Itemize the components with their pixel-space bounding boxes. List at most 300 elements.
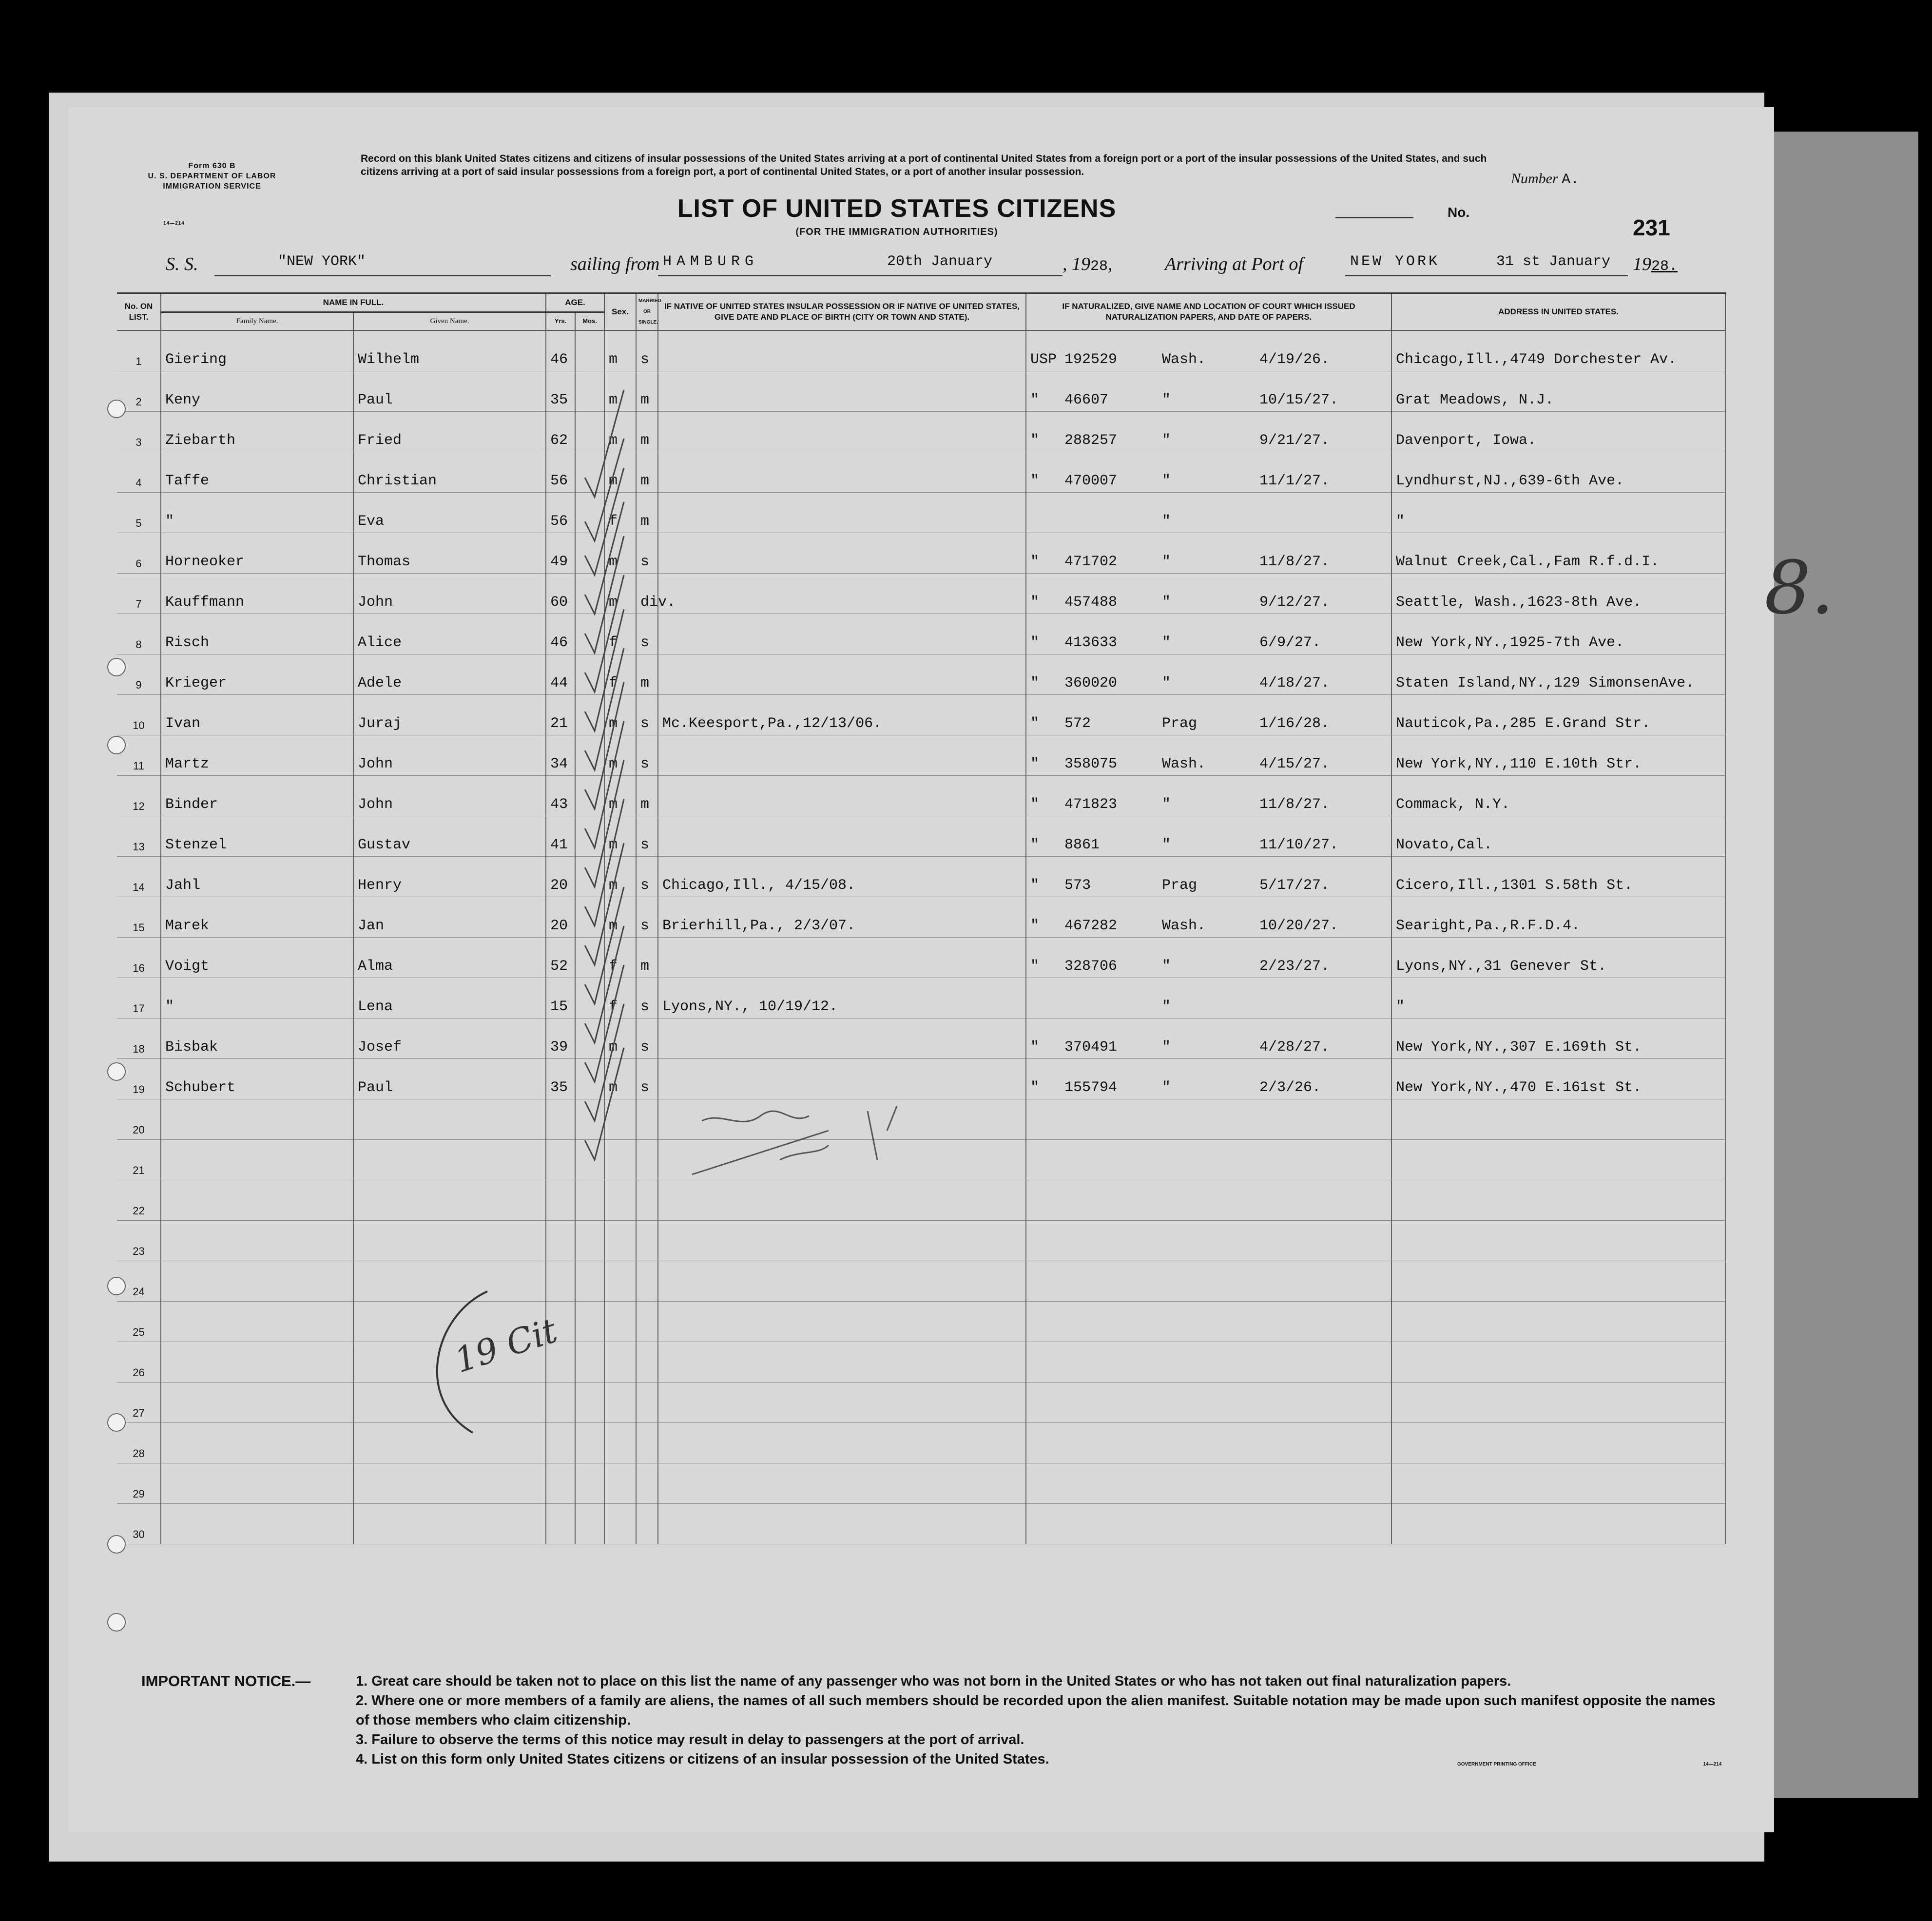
naturalization-cell	[1026, 1018, 1391, 1059]
row-number-cell: 11	[117, 735, 161, 776]
address-cell: New York,NY.,470 E.161st St.	[1391, 1059, 1725, 1099]
given-name-cell: Alice	[353, 614, 546, 654]
marital-status-cell: m	[636, 412, 658, 452]
sex-cell: m	[604, 1059, 636, 1099]
marital-status-cell	[636, 1423, 658, 1463]
naturalization-cell	[1026, 533, 1391, 574]
table-row	[117, 1463, 1725, 1504]
ss-label: S. S.	[166, 254, 198, 274]
age-years-cell: 56	[546, 493, 575, 533]
naturalization-date: 11/10/27.	[1259, 837, 1339, 853]
row-number-cell: 16	[117, 938, 161, 978]
naturalization-cell	[1026, 1140, 1391, 1180]
naturalization-court: "	[1030, 634, 1040, 651]
birth-place-cell	[658, 533, 1026, 574]
marital-status-cell: s	[636, 330, 658, 371]
address-cell	[1391, 1099, 1725, 1140]
sex-cell: m	[604, 735, 636, 776]
table-row	[117, 978, 1725, 1018]
birth-place-cell	[658, 1504, 1026, 1544]
col-given-name: Given Name.	[353, 312, 546, 330]
table-row	[117, 1059, 1725, 1099]
table-row	[117, 695, 1725, 735]
naturalization-loc: "	[1162, 473, 1171, 489]
department-name: U. S. DEPARTMENT OF LABOR	[148, 172, 276, 180]
marital-status-cell	[636, 1302, 658, 1342]
table-row	[117, 1018, 1725, 1059]
naturalization-loc: "	[1162, 999, 1171, 1015]
birth-place-cell: Lyons,NY., 10/19/12.	[658, 978, 1026, 1018]
table-row	[117, 574, 1725, 614]
sex-cell: f	[604, 493, 636, 533]
naturalization-loc: Prag	[1162, 877, 1198, 894]
address-cell: Grat Meadows, N.J.	[1391, 371, 1725, 412]
naturalization-cell	[1026, 412, 1391, 452]
given-name-cell	[353, 1463, 546, 1504]
row-number-cell: 3	[117, 412, 161, 452]
given-name-cell	[353, 1140, 546, 1180]
naturalization-date: 11/8/27.	[1259, 796, 1330, 813]
sex-cell: m	[604, 897, 636, 938]
naturalization-cell	[1026, 776, 1391, 816]
row-number-cell: 19	[117, 1059, 161, 1099]
naturalization-loc: "	[1162, 1079, 1171, 1096]
blank-rule	[1335, 217, 1413, 218]
age-years-cell: 52	[546, 938, 575, 978]
printer-name: GOVERNMENT PRINTING OFFICE	[1457, 1762, 1536, 1767]
table-row	[117, 614, 1725, 654]
birth-place-cell	[658, 1423, 1026, 1463]
naturalization-cert: 470007	[1064, 473, 1118, 489]
marital-status-cell: m	[636, 654, 658, 695]
naturalization-cert: 155794	[1064, 1079, 1118, 1096]
age-years-cell	[546, 1140, 575, 1180]
naturalization-loc: "	[1162, 432, 1171, 449]
form-code-top: 14—214	[163, 221, 185, 226]
birth-place-cell	[658, 1261, 1026, 1302]
family-name-cell: Marek	[161, 897, 353, 938]
number-value: A.	[1562, 172, 1580, 188]
given-name-cell	[353, 1099, 546, 1140]
given-name-cell: John	[353, 776, 546, 816]
row-number-cell: 21	[117, 1140, 161, 1180]
row-number-cell: 4	[117, 452, 161, 493]
notice-item: 4. List on this form only United States citizens or citizens of an insular possession of the United States.	[356, 1751, 1049, 1767]
age-years-cell: 15	[546, 978, 575, 1018]
notice-item: 1. Great care should be taken not to place on this list the name of any passenger who was not born in the United States or who has not taken out final naturalization papers.	[356, 1673, 1511, 1689]
birth-place-cell	[658, 452, 1026, 493]
naturalization-loc: "	[1162, 796, 1171, 813]
age-years-cell	[546, 1099, 575, 1140]
family-name-cell: Voigt	[161, 938, 353, 978]
list-number	[1511, 171, 1579, 188]
marital-status-cell: m	[636, 371, 658, 412]
given-name-cell: Lena	[353, 978, 546, 1018]
page-subtitle: (FOR THE IMMIGRATION AUTHORITIES)	[795, 227, 998, 237]
notice-list	[356, 1671, 1720, 1769]
family-name-cell	[161, 1342, 353, 1383]
naturalization-loc: "	[1162, 837, 1171, 853]
given-name-cell	[353, 1504, 546, 1544]
given-name-cell	[353, 1180, 546, 1221]
naturalization-cert: 192529	[1064, 351, 1118, 368]
family-name-cell	[161, 1180, 353, 1221]
row-number-cell: 22	[117, 1180, 161, 1221]
marital-status-cell	[636, 1463, 658, 1504]
address-cell: Novato,Cal.	[1391, 816, 1725, 857]
table-row	[117, 938, 1725, 978]
naturalization-cell	[1026, 1261, 1391, 1302]
punch-hole	[107, 400, 126, 418]
family-name-cell: Kauffmann	[161, 574, 353, 614]
age-years-cell: 62	[546, 412, 575, 452]
age-months-cell	[575, 1463, 604, 1504]
table-row	[117, 1261, 1725, 1302]
table-row	[117, 1423, 1725, 1463]
birth-place-cell: Mc.Keesport,Pa.,12/13/06.	[658, 695, 1026, 735]
age-years-cell: 60	[546, 574, 575, 614]
marital-status-cell: m	[636, 452, 658, 493]
punch-hole	[107, 1062, 126, 1081]
naturalization-date: 2/3/26.	[1259, 1079, 1321, 1096]
age-years-cell: 49	[546, 533, 575, 574]
col-no: No. ON LIST.	[117, 293, 161, 331]
age-years-cell	[546, 1221, 575, 1261]
birth-place-cell	[658, 735, 1026, 776]
family-name-cell: Binder	[161, 776, 353, 816]
given-name-cell: John	[353, 735, 546, 776]
given-name-cell: John	[353, 574, 546, 614]
notice-item: 3. Failure to observe the terms of this notice may result in delay to passengers at the port of arrival.	[356, 1732, 1024, 1748]
naturalization-cell	[1026, 1423, 1391, 1463]
naturalization-loc: "	[1162, 1039, 1171, 1056]
birth-place-cell	[658, 1302, 1026, 1342]
row-number-cell: 9	[117, 654, 161, 695]
given-name-cell: Fried	[353, 412, 546, 452]
family-name-cell: Schubert	[161, 1059, 353, 1099]
naturalization-court: "	[1030, 715, 1040, 732]
naturalization-date: 4/28/27.	[1259, 1039, 1330, 1056]
age-years-cell	[546, 1180, 575, 1221]
naturalization-court: "	[1030, 796, 1040, 813]
port-from: HAMBURG	[663, 253, 759, 270]
naturalization-date: 4/15/27.	[1259, 756, 1330, 772]
depart-year: , 1928,	[1063, 254, 1113, 275]
family-name-cell	[161, 1140, 353, 1180]
given-name-cell: Jan	[353, 897, 546, 938]
age-years-cell: 43	[546, 776, 575, 816]
naturalization-cell	[1026, 330, 1391, 371]
table-row	[117, 1383, 1725, 1423]
naturalization-cert: 46607	[1064, 392, 1109, 408]
birth-place-cell	[658, 614, 1026, 654]
naturalization-date: 10/20/27.	[1259, 918, 1339, 934]
punch-hole	[107, 736, 126, 754]
given-name-cell: Thomas	[353, 533, 546, 574]
table-row	[117, 371, 1725, 412]
address-cell	[1391, 1383, 1725, 1423]
family-name-cell	[161, 1261, 353, 1302]
col-married: MARRIED OR SINGLE.	[636, 293, 658, 331]
family-name-cell: "	[161, 493, 353, 533]
naturalization-court: "	[1030, 594, 1040, 611]
age-years-cell: 46	[546, 614, 575, 654]
table-row	[117, 412, 1725, 452]
arriving-label: Arriving at Port of	[1165, 254, 1303, 274]
naturalization-court: "	[1030, 473, 1040, 489]
depart-year-value: 28	[1090, 258, 1108, 275]
age-years-cell: 35	[546, 1059, 575, 1099]
sex-cell	[604, 1423, 636, 1463]
naturalization-cert: 573	[1064, 877, 1091, 894]
passenger-table	[117, 292, 1726, 1544]
birth-place-cell	[658, 1018, 1026, 1059]
family-name-cell: Ziebarth	[161, 412, 353, 452]
number-label: Number	[1511, 171, 1558, 187]
row-number-cell: 10	[117, 695, 161, 735]
address-cell: New York,NY.,110 E.10th Str.	[1391, 735, 1725, 776]
naturalization-date: 10/15/27.	[1259, 392, 1339, 408]
given-name-cell: Josef	[353, 1018, 546, 1059]
given-name-cell: Juraj	[353, 695, 546, 735]
table-row	[117, 897, 1725, 938]
punch-hole	[107, 658, 126, 676]
address-cell: Walnut Creek,Cal.,Fam R.f.d.I.	[1391, 533, 1725, 574]
address-cell: Chicago,Ill.,4749 Dorchester Av.	[1391, 330, 1725, 371]
given-name-cell: Paul	[353, 1059, 546, 1099]
family-name-cell: Ivan	[161, 695, 353, 735]
naturalization-cell	[1026, 1383, 1391, 1423]
row-number-cell: 1	[117, 330, 161, 371]
naturalization-loc: Wash.	[1162, 918, 1206, 934]
naturalization-cell	[1026, 735, 1391, 776]
birth-place-cell	[658, 574, 1026, 614]
naturalization-date: 2/23/27.	[1259, 958, 1330, 975]
row-number-cell: 28	[117, 1423, 161, 1463]
sex-cell: m	[604, 695, 636, 735]
age-years-cell	[546, 1463, 575, 1504]
punch-hole	[107, 1413, 126, 1432]
birth-place-cell	[658, 1059, 1026, 1099]
table-body	[117, 330, 1725, 1544]
sex-cell: f	[604, 654, 636, 695]
ship-underline	[214, 275, 551, 276]
address-cell	[1391, 1463, 1725, 1504]
handwritten-count: 19 Cit	[449, 1310, 562, 1381]
depart-underline	[658, 275, 1063, 276]
age-months-cell	[575, 330, 604, 371]
naturalization-cell	[1026, 1221, 1391, 1261]
naturalization-loc: "	[1162, 392, 1171, 408]
address-cell: Commack, N.Y.	[1391, 776, 1725, 816]
marital-status-cell	[636, 1261, 658, 1302]
sex-cell: m	[604, 574, 636, 614]
family-name-cell: Martz	[161, 735, 353, 776]
form-number: Form 630 B	[188, 162, 236, 170]
naturalization-cert: 358075	[1064, 756, 1118, 772]
sex-cell: m	[604, 816, 636, 857]
address-cell	[1391, 1302, 1725, 1342]
naturalization-date: 9/21/27.	[1259, 432, 1330, 449]
sex-cell	[604, 1261, 636, 1302]
naturalization-loc: "	[1162, 513, 1171, 530]
address-cell: Nauticok,Pa.,285 E.Grand Str.	[1391, 695, 1725, 735]
address-cell	[1391, 1180, 1725, 1221]
row-number-cell: 5	[117, 493, 161, 533]
marital-status-cell: s	[636, 614, 658, 654]
naturalization-cell	[1026, 1059, 1391, 1099]
family-name-cell: Stenzel	[161, 816, 353, 857]
table-row	[117, 857, 1725, 897]
age-years-cell: 21	[546, 695, 575, 735]
arrive-date: 31 st January	[1496, 253, 1611, 270]
family-name-cell	[161, 1423, 353, 1463]
address-cell: Lyons,NY.,31 Genever St.	[1391, 938, 1725, 978]
family-name-cell: "	[161, 978, 353, 1018]
table-header-row	[117, 293, 1725, 312]
row-number-cell: 7	[117, 574, 161, 614]
row-number-cell: 18	[117, 1018, 161, 1059]
naturalization-loc: Wash.	[1162, 351, 1206, 368]
col-sex: Sex.	[604, 293, 636, 331]
naturalization-loc: "	[1162, 594, 1171, 611]
col-months: Mos.	[575, 312, 604, 330]
col-address: ADDRESS IN UNITED STATES.	[1391, 293, 1725, 331]
sex-cell: m	[604, 1018, 636, 1059]
form-preamble: Record on this blank United States citizens and citizens of insular possessions of the United States arriving at a port of continental United States from a foreign port or a port of the insular possessions of the United States, and such citizens arriving at a port of said insular possessions from a foreign port, a port of continental United States, or a port of another insular possession.	[361, 153, 1487, 177]
birth-place-cell	[658, 654, 1026, 695]
address-cell: "	[1391, 978, 1725, 1018]
address-cell: Davenport, Iowa.	[1391, 412, 1725, 452]
naturalization-cell	[1026, 371, 1391, 412]
row-number-cell: 29	[117, 1463, 161, 1504]
table-row	[117, 1504, 1725, 1544]
age-years-cell: 20	[546, 857, 575, 897]
sailing-label: sailing from	[570, 254, 660, 274]
naturalization-court: "	[1030, 554, 1040, 570]
naturalization-loc: "	[1162, 675, 1171, 692]
table-row	[117, 735, 1725, 776]
sex-cell	[604, 1463, 636, 1504]
naturalization-date: 9/12/27.	[1259, 594, 1330, 611]
birth-place-cell	[658, 1383, 1026, 1423]
naturalization-court: "	[1030, 675, 1040, 692]
birth-place-cell	[658, 1180, 1026, 1221]
age-years-cell: 44	[546, 654, 575, 695]
naturalization-cell	[1026, 978, 1391, 1018]
table-row	[117, 1302, 1725, 1342]
birth-place-cell	[658, 412, 1026, 452]
marital-status-cell: s	[636, 735, 658, 776]
naturalization-loc: Wash.	[1162, 756, 1206, 772]
family-name-cell: Jahl	[161, 857, 353, 897]
marital-status-cell: s	[636, 816, 658, 857]
family-name-cell: Krieger	[161, 654, 353, 695]
row-number-cell: 27	[117, 1383, 161, 1423]
birth-place-cell	[658, 493, 1026, 533]
age-years-cell: 41	[546, 816, 575, 857]
family-name-cell	[161, 1383, 353, 1423]
marital-status-cell: div.	[636, 574, 658, 614]
row-number-cell: 26	[117, 1342, 161, 1383]
row-number-cell: 12	[117, 776, 161, 816]
naturalization-cell	[1026, 938, 1391, 978]
col-name: NAME IN FULL.	[161, 293, 546, 312]
depart-year-prefix: 19	[1072, 254, 1090, 274]
naturalization-cert: 413633	[1064, 634, 1118, 651]
col-years: Yrs.	[546, 312, 575, 330]
birth-place-cell	[658, 776, 1026, 816]
arrive-year-value: 28.	[1651, 258, 1678, 275]
family-name-cell: Giering	[161, 330, 353, 371]
address-cell	[1391, 1342, 1725, 1383]
sex-cell	[604, 1504, 636, 1544]
naturalization-cell	[1026, 695, 1391, 735]
birth-place-cell: Brierhill,Pa., 2/3/07.	[658, 897, 1026, 938]
check-marks	[580, 380, 648, 1238]
naturalization-court: "	[1030, 756, 1040, 772]
sex-cell: m	[604, 533, 636, 574]
table-row	[117, 776, 1725, 816]
punch-hole	[107, 1613, 126, 1632]
naturalization-date: 1/16/28.	[1259, 715, 1330, 732]
address-cell	[1391, 1221, 1725, 1261]
sex-cell: m	[604, 776, 636, 816]
handwritten-sheet-mark: 8.	[1764, 546, 1835, 631]
marital-status-cell: m	[636, 938, 658, 978]
marital-status-cell: s	[636, 1018, 658, 1059]
marital-status-cell: s	[636, 695, 658, 735]
age-years-cell: 34	[546, 735, 575, 776]
age-years-cell: 35	[546, 371, 575, 412]
age-years-cell	[546, 1504, 575, 1544]
sex-cell: m	[604, 412, 636, 452]
row-number-cell: 13	[117, 816, 161, 857]
sex-cell: m	[604, 330, 636, 371]
naturalization-cell	[1026, 1504, 1391, 1544]
table-row	[117, 452, 1725, 493]
form-code-bottom: 14—214	[1703, 1762, 1722, 1767]
punch-hole	[107, 1535, 126, 1554]
table-row	[117, 654, 1725, 695]
no-label: No.	[1448, 205, 1470, 220]
naturalization-cert: 8861	[1064, 837, 1100, 853]
sex-cell	[604, 1383, 636, 1423]
marital-status-cell: s	[636, 897, 658, 938]
age-years-cell: 46	[546, 330, 575, 371]
service-name: IMMIGRATION SERVICE	[163, 182, 261, 191]
naturalization-cell	[1026, 857, 1391, 897]
family-name-cell	[161, 1504, 353, 1544]
marital-status-cell: m	[636, 493, 658, 533]
row-number-cell: 25	[117, 1302, 161, 1342]
family-name-cell	[161, 1221, 353, 1261]
age-months-cell	[575, 1504, 604, 1544]
family-name-cell: Risch	[161, 614, 353, 654]
age-months-cell	[575, 1383, 604, 1423]
address-cell	[1391, 1504, 1725, 1544]
col-age: AGE.	[546, 293, 604, 312]
handwritten-scribble	[682, 1101, 936, 1184]
naturalization-cell	[1026, 1180, 1391, 1221]
row-number-cell: 17	[117, 978, 161, 1018]
arrive-year	[1633, 253, 1678, 275]
birth-place-cell: Chicago,Ill., 4/15/08.	[658, 857, 1026, 897]
given-name-cell: Gustav	[353, 816, 546, 857]
address-cell: "	[1391, 493, 1725, 533]
arrive-underline	[1345, 275, 1628, 276]
age-months-cell	[575, 1342, 604, 1383]
